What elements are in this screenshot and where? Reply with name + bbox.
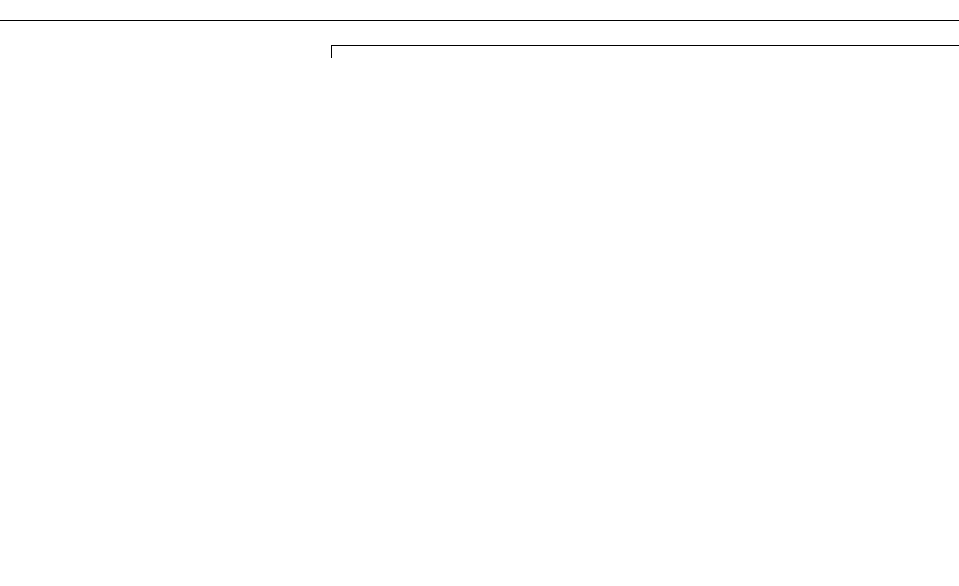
header-rule	[0, 20, 959, 21]
semester-totals-strip	[331, 45, 959, 58]
